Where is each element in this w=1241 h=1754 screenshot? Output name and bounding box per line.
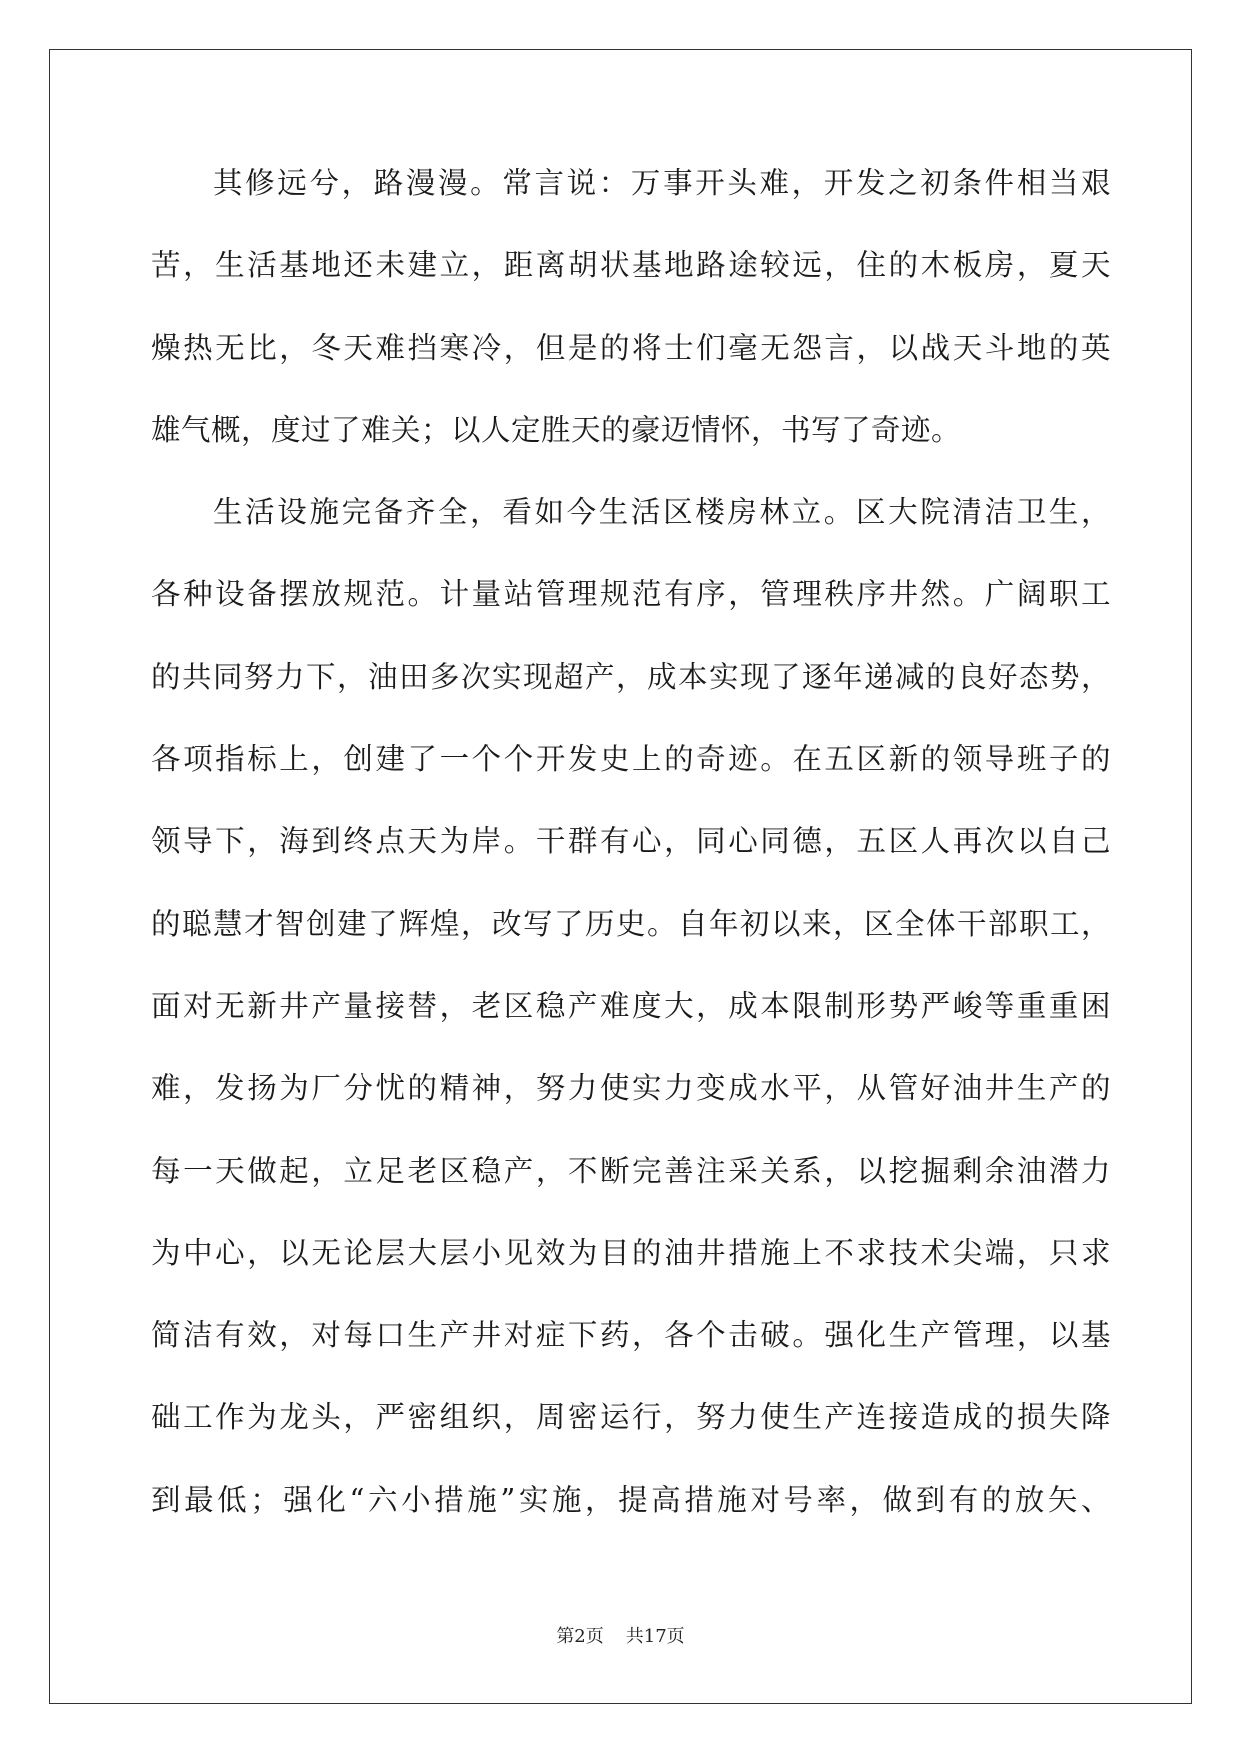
paragraph-line: 生活设施完备齐全，看如今生活区楼房林立。区大院清洁卫生， [213,495,1111,530]
paragraph-line: 各种设备摆放规范。计量站管理规范有序，管理秩序井然。广阔职工 [151,577,1111,612]
document-body [151,158,1111,1557]
page-footer [0,1622,1241,1648]
paragraph-line: 的共同努力下，油田多次实现超产，成本实现了逐年递减的良好态势， [151,659,1111,694]
paragraph-line: 苦，生活基地还未建立，距离胡状基地路途较远，住的木板房，夏天 [151,248,1111,283]
paragraph-line: 其修远兮，路漫漫。常言说：万事开头难，开发之初条件相当艰 [213,166,1111,200]
paragraph-line: 的聪慧才智创建了辉煌，改写了历史。自年初以来，区全体干部职工， [151,906,1111,941]
page-total: 共17页 [625,1626,685,1647]
paragraph-line: 简洁有效，对每口生产井对症下药，各个击破。强化生产管理，以基 [151,1318,1111,1353]
paragraph-line: 每一天做起，立足老区稳产，不断完善注采关系，以挖掘剩余油潜力 [151,1153,1111,1188]
page-number: 第2页 [556,1626,604,1647]
paragraph-line: 础工作为龙头，严密组织，周密运行，努力使生产连接造成的损失降 [151,1400,1111,1435]
paragraph-line: 领导下，海到终点天为岸。干群有心，同心同德，五区人再次以自己 [151,824,1111,859]
paragraph-line: 雄气概，度过了难关；以人定胜天的豪迈情怀，书写了奇迹。 [151,412,962,447]
paragraph-line: 为中心，以无论层大层小见效为目的油井措施上不求技术尖端，只求 [151,1235,1111,1270]
paragraph-line: 难，发扬为厂分忧的精神，努力使实力变成水平，从管好油井生产的 [151,1071,1111,1106]
paragraph-line: 各项指标上，创建了一个个开发史上的奇迹。在五区新的领导班子的 [151,742,1111,777]
paragraph-line: 到最低；强化“六小措施”实施，提高措施对号率，做到有的放矢、 [151,1482,1111,1517]
paragraph-line: 燥热无比，冬天难挡寒冷，但是的将士们毫无怨言，以战天斗地的英 [151,330,1111,365]
paragraph-line: 面对无新井产量接替，老区稳产难度大，成本限制形势严峻等重重困 [151,988,1111,1023]
